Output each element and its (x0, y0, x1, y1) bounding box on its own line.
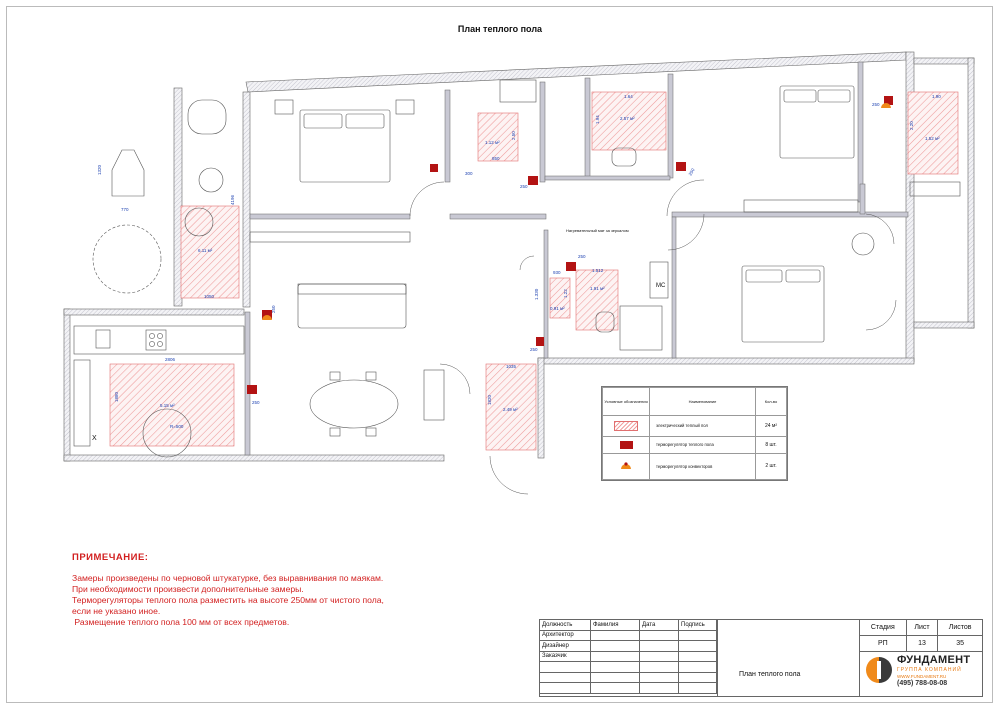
sheet-name: План теплого пола (739, 671, 801, 678)
thermostat-label-6: 250 (530, 347, 538, 352)
note-line: Размещение теплого пола 100 мм от всех предметов. (72, 617, 290, 627)
stamp-role: Дизайнер (540, 641, 591, 652)
legend-table (601, 386, 788, 481)
dim-chair-depth: 1320 (97, 164, 102, 175)
company-phone: (495) 788-08-08 (897, 680, 948, 687)
thermostats (247, 96, 893, 394)
area-wardrobe: 1.12 м² (485, 140, 500, 145)
stamp-header-role: Должность (540, 620, 591, 631)
area-bathroom-top: 2.57 м² (620, 116, 635, 121)
wall-bottom-right (538, 358, 914, 364)
thermostat-red-icon (566, 262, 576, 271)
legend-name: терморегулятор теплого пола (650, 436, 756, 453)
dim-kitchen-width: 2806 (165, 357, 176, 362)
dim-bath1-width: 1.64 (624, 94, 633, 99)
dim-hall-width: 1035 (506, 364, 517, 369)
room-label-ms: МС (656, 283, 666, 289)
note-line: Терморегуляторы теплого пола разместить на высоте 250мм от чистого пола, (72, 595, 384, 605)
convector-thermostat-icon (620, 460, 632, 472)
notes-block (72, 552, 492, 628)
thermostat-label-3: 250 (520, 184, 528, 189)
dim-bath3-height: 1.330 (534, 288, 539, 300)
company-subtitle: ГРУППА КОМПАНИЙ (897, 667, 962, 673)
armchair (112, 150, 144, 196)
thermostat-label-2: 250 (252, 400, 260, 405)
area-kitchen: 5.15 м² (160, 403, 175, 408)
dim-bath2-width: 1.512 (592, 268, 604, 273)
dim-mr-width: 1.90 (932, 94, 941, 99)
dim-hall-height: 1820 (487, 394, 492, 405)
heated-zone-bath-mid (576, 270, 618, 330)
area-balcony: 6.11 м² (198, 248, 213, 253)
wall-kitchen-left (64, 309, 70, 461)
company-url: WWW.FUNDAMENT.RU (897, 674, 947, 679)
towel-heater-note: Нагревательный мат за зеркалом (566, 228, 629, 233)
company-name: ФУНДАМЕНТ (897, 654, 971, 666)
legend-name: электрический теплый пол (650, 416, 756, 437)
legend-name: терморегулятор конвекторов (650, 453, 756, 479)
bed-second (742, 266, 824, 342)
thermostat-red-icon (247, 385, 257, 394)
area-corridor: 2.49 м² (503, 407, 518, 412)
legend-header-symbol: Условные обозначения (603, 388, 650, 416)
thermostat-label-1: 250 (271, 305, 276, 313)
sofa (298, 284, 406, 328)
area-bathroom-mid: 1.91 м² (590, 286, 605, 291)
legend-header-name: Наименование (650, 388, 756, 416)
thermostat-label-7: 250 (872, 102, 880, 107)
legend-symbol-convector-thermostat (603, 453, 650, 479)
hatch-swatch-icon (614, 421, 638, 431)
thermostat-red-icon (430, 164, 438, 172)
wall-bottom-left (64, 455, 444, 461)
wall-bottom-step (538, 358, 544, 458)
heated-zone-bath-top (592, 92, 666, 150)
stamp-header-signature: Подпись (679, 620, 717, 631)
heated-zone-master-bath (908, 92, 958, 174)
stage-table (859, 619, 983, 652)
stage-header: Стадия (860, 620, 907, 636)
legend-qty: 8 шт. (756, 436, 787, 453)
dim-balcony-height: 4196 (230, 194, 235, 205)
dining-table (310, 380, 398, 428)
dim-mr-height: 2.20 (909, 121, 914, 130)
thermostat-red-icon (528, 176, 538, 185)
sheet-total: 35 (938, 636, 983, 652)
note-line: Замеры произведены по черновой штукатурке, без выравнивания по маякам. (72, 573, 384, 583)
dim-corridor-width: 850 (492, 156, 500, 161)
thermostat-label-5: 250 (578, 254, 586, 259)
area-wc: 0.91 м² (550, 306, 565, 311)
note-line: При необходимости произвести дополнительные замеры. (72, 584, 304, 594)
legend-symbol-floor-thermostat (603, 436, 650, 453)
stamp-header-surname: Фамилия (591, 620, 640, 631)
legend-symbol-heated-floor (603, 416, 650, 437)
note-line: если не указано иное. (72, 606, 161, 616)
legend-qty: 24 м² (756, 416, 787, 437)
fundament-logo-icon (864, 655, 894, 685)
notes-heading: ПРИМЕЧАНИЕ: (72, 552, 149, 563)
signature-table (539, 619, 717, 694)
dim-corridor-height: 2.50 (511, 131, 516, 140)
wall-kitchen-top (64, 309, 244, 315)
thermostat-label-4: 250 (687, 167, 696, 177)
stage-header: Лист (906, 620, 938, 636)
dim-wc-width: 930 (553, 270, 561, 275)
stamp-role: Заказчик (540, 651, 591, 662)
interior-walls (245, 62, 908, 455)
round-rug (93, 225, 161, 293)
room-label-x: X (92, 435, 97, 442)
bed-main (300, 110, 390, 182)
red-thermostat-icon (620, 441, 633, 449)
dim-bath1-height: 1.94 (595, 115, 600, 124)
dim-kitchen-height: 1880 (114, 391, 119, 402)
stage-header: Листов (938, 620, 983, 636)
company-logo (864, 653, 982, 691)
dim-wc-height: 1.22 (563, 289, 568, 298)
legend-header-qty: Кол-во (756, 388, 787, 416)
page-title: План теплого пола (457, 24, 543, 34)
stamp-role: Архитектор (540, 630, 591, 641)
stage-value: РП (860, 636, 907, 652)
sheet-number: 13 (906, 636, 938, 652)
thermostat-red-icon (536, 337, 544, 346)
dim-table-radius: R=500 (170, 424, 184, 429)
stamp-header-date: Дата (640, 620, 679, 631)
dim-chair-width: 770 (121, 207, 129, 212)
area-master-bath: 1.52 м² (925, 136, 940, 141)
title-block (539, 619, 983, 697)
thermostat-red-icon (676, 162, 686, 171)
bed-master (780, 86, 854, 158)
dim-balcony-width: 1050 (204, 294, 215, 299)
heated-floor-zones (110, 92, 958, 450)
thermostat-label-8: 300 (465, 171, 473, 176)
legend-qty: 2 шт. (756, 453, 787, 479)
wall-balcony-inner (243, 92, 250, 307)
